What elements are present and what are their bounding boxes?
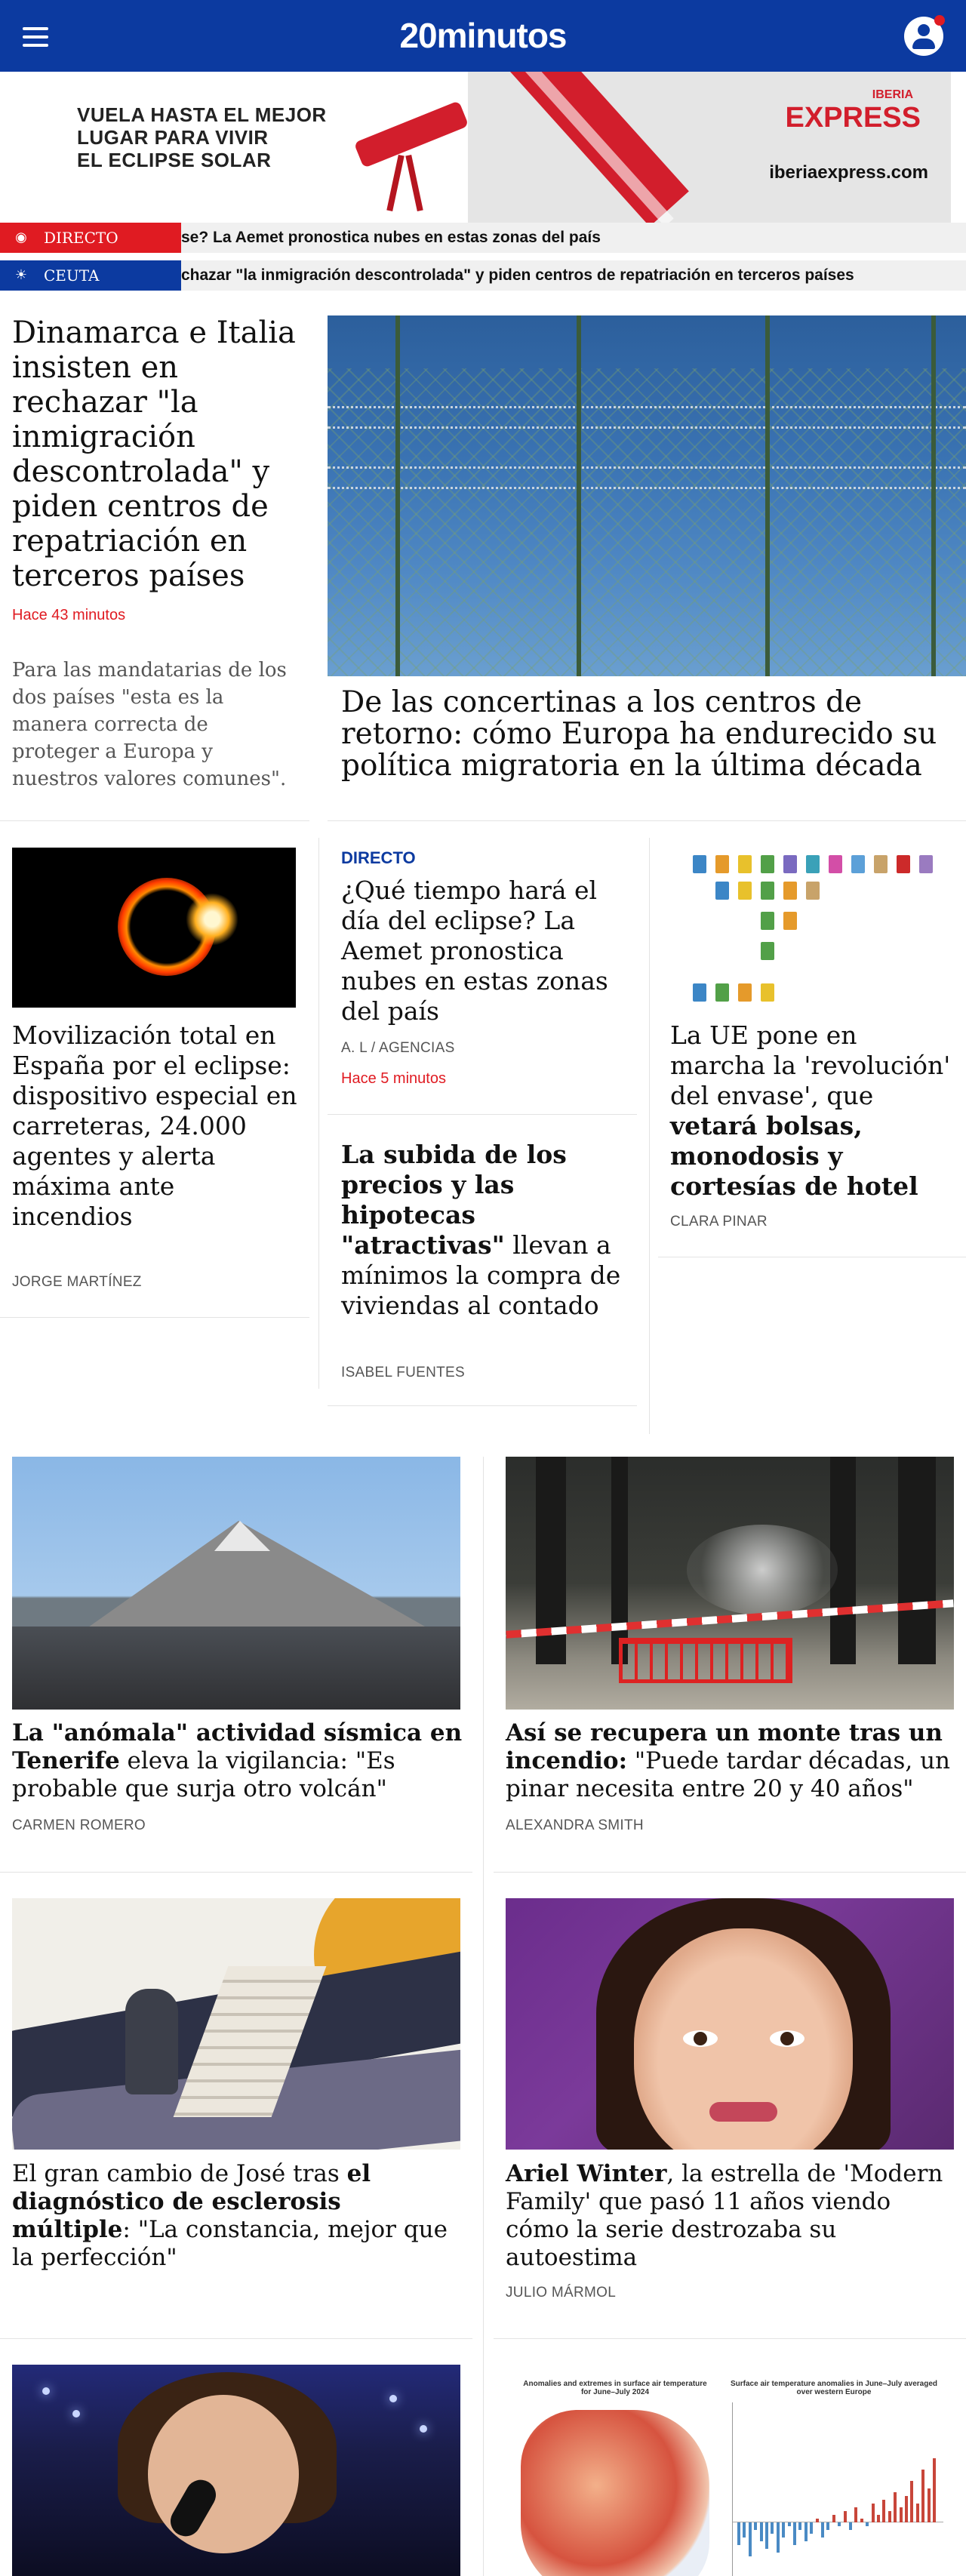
- feature-image[interactable]: [328, 315, 966, 676]
- jose-title-start: El gran cambio de José tras: [12, 2160, 347, 2187]
- palette-swatch: [715, 983, 729, 1002]
- jose-title-bold: el diagnóstico de esclerosis múltiple: [12, 2160, 371, 2243]
- palette-swatch: [783, 912, 797, 930]
- ad-brand-big: EXPRESS: [785, 102, 921, 134]
- weather-title[interactable]: ¿Qué tiempo hará el día del eclipse? La Aemet pronostica nubes en estas zonas del país: [341, 876, 608, 1026]
- anomaly-bar: [743, 2522, 746, 2538]
- site-logo[interactable]: 20minutos: [399, 16, 567, 55]
- lips-graphic: [709, 2102, 777, 2122]
- climate-bars-title: Surface air temperature anomalies in June–July averaged over western Europe: [730, 2380, 937, 2396]
- stage-light: [420, 2425, 427, 2433]
- anomaly-bar: [793, 2522, 796, 2545]
- envase-title-start: La UE pone en marcha la 'revolución' del envase', que: [670, 1020, 951, 1110]
- wire-graphic: [328, 406, 966, 429]
- ticker-tag: [0, 260, 181, 291]
- climate-map-title: Anomalies and extremes in surface air temperature for June–July 2024: [523, 2380, 707, 2396]
- anomaly-bar: [910, 2481, 913, 2522]
- fence-post: [931, 315, 936, 676]
- ad-headline-line: EL ECLIPSE SOLAR: [77, 149, 272, 171]
- forest-author: ALEXANDRA SMITH: [506, 1817, 644, 1833]
- forest-title-rest: "Puede tardar décadas, un pinar necesita entre 20 y 40 años": [506, 1747, 951, 1802]
- divider-vertical: [483, 1457, 484, 2576]
- weather-author: A. L / AGENCIAS: [341, 1040, 455, 1056]
- jose-title[interactable]: [12, 2160, 465, 2272]
- eye-graphic: [770, 2030, 804, 2047]
- user-account-icon[interactable]: [904, 17, 943, 56]
- ticker-ceuta[interactable]: [0, 260, 966, 291]
- palette-swatch: [897, 855, 910, 873]
- stage-light: [42, 2387, 50, 2395]
- feature-title[interactable]: De las concertinas a los centros de retorno: cómo Europa ha endurecido su política migratoria en la última década: [341, 685, 937, 783]
- ad-headline: [77, 103, 327, 171]
- anomaly-bar: [804, 2522, 808, 2541]
- anomaly-bar: [921, 2470, 924, 2522]
- forest-image[interactable]: [506, 1457, 954, 1710]
- tenerife-title-rest: eleva la vigilancia: "Es probable que surja otro volcán": [12, 1747, 395, 1802]
- divider: [494, 2338, 966, 2339]
- lead-time: Hace 43 minutos: [12, 607, 126, 623]
- ticker-directo[interactable]: [0, 223, 966, 253]
- tree-trunk: [611, 1457, 628, 1664]
- live-broadcast-icon: ◉: [15, 229, 27, 245]
- stage-light: [72, 2410, 80, 2418]
- ad-url: iberiaexpress.com: [769, 162, 928, 183]
- lead-summary: Para las mandatarias de los dos países "esta es la manera correcta de proteger a Europa y nuestros valores comunes".: [12, 659, 287, 790]
- singer-face-graphic: [148, 2395, 299, 2553]
- ariel-winter-image[interactable]: [506, 1898, 954, 2150]
- anomaly-bar: [933, 2458, 936, 2522]
- barrier-graphic: [619, 1638, 792, 1683]
- divider: [328, 1405, 637, 1406]
- singer-image[interactable]: [12, 2365, 460, 2576]
- jose-title-rest: : "La constancia, mejor que la perfección": [12, 2216, 448, 2271]
- wire-graphic: [328, 466, 966, 489]
- divider: [0, 1317, 309, 1318]
- site-header: [0, 0, 966, 72]
- ticker-tag-label: DIRECTO: [44, 229, 118, 247]
- forest-title[interactable]: [506, 1719, 958, 1803]
- anomaly-bar: [816, 2519, 819, 2522]
- palette-swatch: [693, 855, 706, 873]
- anomaly-bar: [788, 2522, 791, 2526]
- palette-swatch: [761, 983, 774, 1002]
- anomaly-bar: [771, 2522, 774, 2534]
- anomaly-bars: [732, 2402, 943, 2576]
- anomaly-bar: [894, 2492, 897, 2522]
- hills-graphic: [12, 1627, 460, 1710]
- eclipse-author: JORGE MARTÍNEZ: [12, 1274, 142, 1290]
- housing-title[interactable]: [341, 1140, 628, 1321]
- divider: [328, 1114, 637, 1115]
- palette-swatch: [919, 855, 933, 873]
- anomaly-bar: [782, 2522, 785, 2538]
- palette-swatch: [715, 855, 729, 873]
- anomaly-bar: [888, 2511, 891, 2522]
- anomaly-bar: [810, 2522, 813, 2534]
- fence-post: [765, 315, 770, 676]
- snow-graphic: [214, 1521, 270, 1551]
- palette-swatch: [738, 983, 752, 1002]
- palette-swatch: [806, 855, 820, 873]
- live-label: DIRECTO: [341, 848, 416, 867]
- anomaly-bar: [900, 2507, 903, 2522]
- anomaly-bar: [844, 2511, 847, 2522]
- smoke-graphic: [687, 1525, 838, 1615]
- palette-swatch: [715, 882, 729, 900]
- anomaly-bar: [928, 2488, 931, 2522]
- palette-swatch: [761, 882, 774, 900]
- anomaly-bar: [916, 2504, 919, 2522]
- fence-post: [577, 315, 581, 676]
- envase-title-bold: vetará bolsas, monodosis y cortesías de hotel: [670, 1111, 918, 1201]
- tenerife-title[interactable]: [12, 1719, 465, 1803]
- anomaly-bar: [737, 2522, 740, 2545]
- palette-swatch: [874, 855, 888, 873]
- fence-post: [395, 315, 400, 676]
- ariel-title-rest: , la estrella de 'Modern Family' que pasó 11 años viendo cómo la serie destrozaba su autoestima: [506, 2160, 943, 2271]
- eclipse-flare: [186, 893, 238, 946]
- lead-title[interactable]: Dinamarca e Italia insisten en rechazar "la inmigración descontrolada" y piden centros de repatriación en terceros países: [12, 315, 296, 593]
- notification-dot: [934, 15, 945, 26]
- envase-author: CLARA PINAR: [670, 1214, 768, 1230]
- ariel-title[interactable]: [506, 2160, 958, 2272]
- palette-swatch: [851, 855, 865, 873]
- anomaly-bar: [749, 2522, 752, 2556]
- anomaly-bar: [765, 2522, 768, 2549]
- divider-vertical: [318, 838, 319, 1389]
- anomaly-bar: [798, 2522, 801, 2530]
- ad-headline-line: LUGAR PARA VIVIR: [77, 126, 269, 149]
- tree-trunk: [898, 1457, 936, 1664]
- weather-time: Hace 5 minutos: [341, 1070, 446, 1087]
- tenerife-title-bold: La "anómala" actividad sísmica en Tenerife: [12, 1719, 463, 1774]
- housing-title-rest: llevan a mínimos la compra de viviendas al contado: [341, 1230, 621, 1320]
- telescope-leg: [405, 155, 423, 211]
- housing-author: ISABEL FUENTES: [341, 1365, 465, 1380]
- europe-map-graphic: [521, 2410, 709, 2576]
- envase-image[interactable]: [670, 848, 954, 1008]
- man-graphic: [125, 1989, 178, 2094]
- climate-image[interactable]: [506, 2365, 954, 2576]
- ariel-title-bold: Ariel Winter: [506, 2160, 667, 2187]
- divider: [0, 1872, 472, 1873]
- anomaly-bar: [854, 2507, 857, 2522]
- ariel-author: JULIO MÁRMOL: [506, 2285, 617, 2301]
- ticker-tag-label: CEUTA: [44, 266, 100, 285]
- palette-swatch: [761, 912, 774, 930]
- eclipse-image[interactable]: [12, 848, 296, 1008]
- divider: [0, 820, 309, 821]
- palette-swatch: [783, 882, 797, 900]
- eclipse-title[interactable]: Movilización total en España por el eclipse: dispositivo especial en carreteras, 24.000 agentes y alerta máxima ante incendios: [12, 1020, 297, 1231]
- sun-icon: ☀: [14, 267, 28, 283]
- anomaly-bar: [760, 2522, 763, 2541]
- palette-swatch: [761, 942, 774, 960]
- stage-light: [389, 2395, 397, 2402]
- palette-swatch: [829, 855, 842, 873]
- palette-swatch: [783, 855, 797, 873]
- anomaly-bar: [754, 2522, 757, 2530]
- housing-title-bold: La subida de los precios y las hipotecas "atractivas": [341, 1140, 567, 1260]
- anomaly-bar: [872, 2504, 875, 2522]
- divider-vertical: [649, 838, 650, 1434]
- ticker-tag: [0, 223, 181, 253]
- palette-swatch: [806, 882, 820, 900]
- ticker-text[interactable]: se? La Aemet pronostica nubes en estas zonas del país: [181, 229, 601, 246]
- palette-swatch: [738, 855, 752, 873]
- palette-swatch: [738, 882, 752, 900]
- anomaly-bar: [860, 2519, 863, 2522]
- anomaly-bar: [777, 2522, 780, 2553]
- forest-title-bold: Así se recupera un monte tras un incendio:: [506, 1719, 943, 1774]
- palette-swatch: [761, 855, 774, 873]
- divider: [494, 1872, 966, 1873]
- anomaly-bar: [838, 2522, 841, 2526]
- anomaly-bar: [877, 2515, 880, 2522]
- anomaly-bar: [882, 2500, 885, 2522]
- ticker-text[interactable]: chazar "la inmigración descontrolada" y piden centros de repatriación en terceros países: [181, 266, 854, 284]
- anomaly-bar: [826, 2522, 829, 2530]
- ad-brand-small: IBERIA: [872, 88, 913, 101]
- palette-swatch: [693, 983, 706, 1002]
- advertisement-banner[interactable]: [0, 72, 966, 223]
- anomaly-bar: [905, 2496, 908, 2522]
- anomaly-bar: [866, 2522, 869, 2526]
- anomaly-bar: [832, 2515, 835, 2522]
- telescope-leg: [386, 155, 404, 211]
- divider: [0, 2338, 472, 2339]
- ad-headline-line: VUELA HASTA EL MEJOR: [77, 103, 327, 126]
- jose-image[interactable]: [12, 1898, 460, 2150]
- eye-graphic: [683, 2030, 718, 2047]
- tenerife-image[interactable]: [12, 1457, 460, 1710]
- envase-title[interactable]: [670, 1020, 957, 1202]
- anomaly-bar: [849, 2522, 852, 2530]
- anomaly-bar: [821, 2522, 824, 2538]
- divider: [328, 820, 966, 821]
- tenerife-author: CARMEN ROMERO: [12, 1817, 146, 1833]
